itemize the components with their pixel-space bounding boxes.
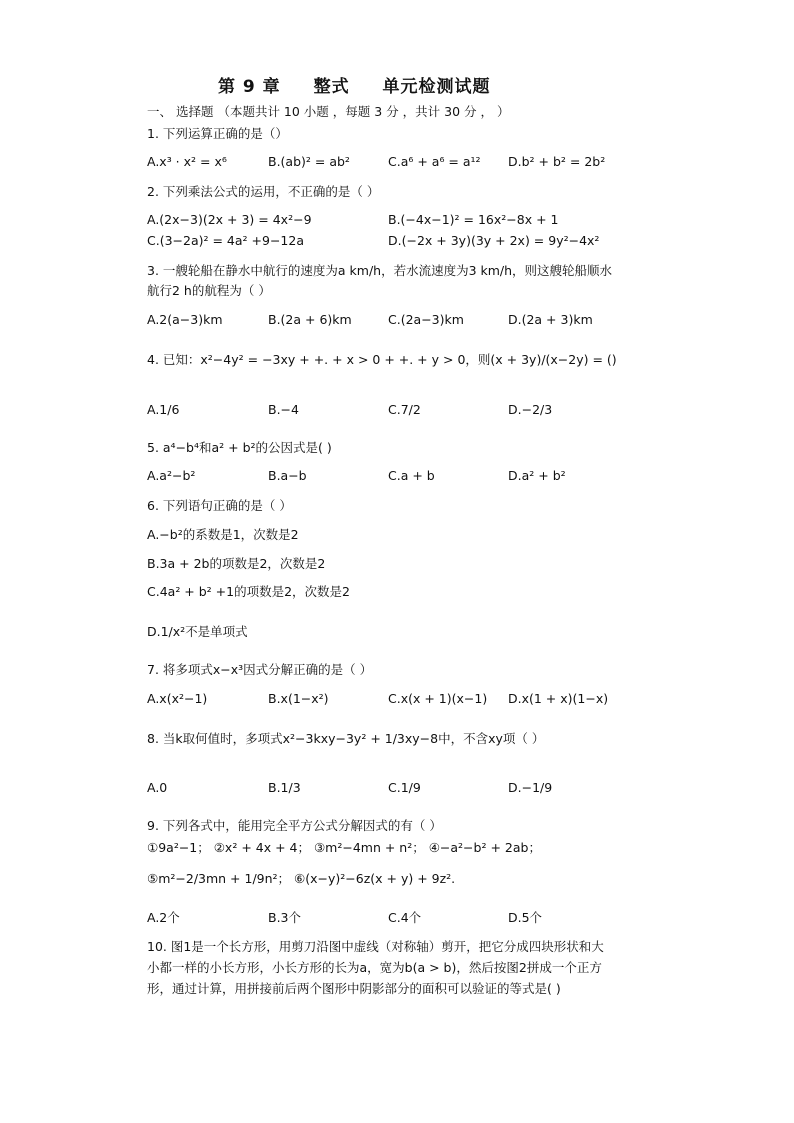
question-8-stem: 8. 当k取何值时，多项式x²−3kxy−3y² + 1/3xy−8中，不含xy项（ ） — [147, 731, 545, 746]
question-4-option-b: B.−4 — [268, 402, 299, 417]
question-6-option-a: A.−b²的系数是1，次数是2 — [147, 527, 299, 542]
question-2-stem: 2. 下列乘法公式的运用，不正确的是（ ） — [147, 184, 380, 199]
question-7-option-a: A.x(x²−1) — [147, 691, 208, 706]
question-9-option-d: D.5个 — [508, 910, 543, 925]
question-9-option-c: C.4个 — [388, 910, 422, 925]
topic-label: 整式 — [313, 77, 350, 97]
question-9-option-b: B.3个 — [268, 910, 302, 925]
question-8-option-c: C.1/9 — [388, 780, 421, 795]
page-title — [218, 72, 491, 97]
question-10-stem-line1: 10. 图1是一个长方形，用剪刀沿图中虚线（对称轴）剪开，把它分成四块形状和大 — [147, 939, 604, 954]
question-2-option-a: A.(2x−3)(2x + 3) = 4x²−9 — [147, 212, 312, 227]
question-6-option-b: B.3a + 2b的项数是2，次数是2 — [147, 556, 326, 571]
question-9-stem: 9. 下列各式中，能用完全平方公式分解因式的有（ ） — [147, 818, 442, 833]
question-10-stem-line3: 形，通过计算，用拼接前后两个图形中阴影部分的面积可以验证的等式是( ) — [147, 981, 561, 996]
question-5-option-c: C.a + b — [388, 468, 435, 483]
question-7-option-d: D.x(1 + x)(1−x) — [508, 691, 609, 706]
question-1-option-d: D.b² + b² = 2b² — [508, 154, 606, 169]
question-4-option-c: C.7/2 — [388, 402, 421, 417]
question-9-items-line2: ⑤m²−2/3mn + 1/9n²； ⑥(x−y)²−6z(x + y) + 9z². — [147, 871, 456, 886]
question-3-option-c: C.(2a−3)km — [388, 312, 464, 327]
question-5-option-d: D.a² + b² — [508, 468, 566, 483]
question-4-option-d: D.−2/3 — [508, 402, 553, 417]
question-2-option-b: B.(−4x−1)² = 16x²−8x + 1 — [388, 212, 559, 227]
question-3-option-d: D.(2a + 3)km — [508, 312, 593, 327]
question-4-stem: 4. 已知：x²−4y² = −3xy + +. + x > 0 + +. + y > 0，则(x + 3y)/(x−2y) = () — [147, 352, 617, 367]
test-label: 单元检测试题 — [382, 77, 491, 97]
section-heading: 一、 选择题 （本题共计 10 小题 ，每题 3 分 ，共计 30 分 ， ） — [147, 104, 510, 119]
question-3-option-a: A.2(a−3)km — [147, 312, 223, 327]
question-10-stem-line2: 小都一样的小长方形，小长方形的长为a，宽为b(a > b)，然后按图2拼成一个正方 — [147, 960, 602, 975]
question-3-option-b: B.(2a + 6)km — [268, 312, 352, 327]
question-8-option-b: B.1/3 — [268, 780, 301, 795]
chapter-label: 第 9 章 — [218, 77, 281, 97]
question-1-option-a: A.x³ · x² = x⁶ — [147, 154, 227, 169]
question-1-option-c: C.a⁶ + a⁶ = a¹² — [388, 154, 481, 169]
question-8-option-d: D.−1/9 — [508, 780, 553, 795]
question-7-option-b: B.x(1−x²) — [268, 691, 329, 706]
question-5-stem: 5. a⁴−b⁴和a² + b²的公因式是( ) — [147, 440, 332, 455]
question-7-option-c: C.x(x + 1)(x−1) — [388, 691, 488, 706]
question-3-stem-line2: 航行2 h的航程为（ ） — [147, 283, 271, 298]
question-1-stem: 1. 下列运算正确的是（） — [147, 126, 288, 141]
question-6-stem: 6. 下列语句正确的是（ ） — [147, 498, 292, 513]
question-4-option-a: A.1/6 — [147, 402, 180, 417]
question-2-option-c: C.(3−2a)² = 4a² +9−12a — [147, 233, 304, 248]
question-3-stem-line1: 3. 一艘轮船在静水中航行的速度为a km/h，若水流速度为3 km/h，则这艘轮船顺水 — [147, 263, 613, 278]
question-6-option-d: D.1/x²不是单项式 — [147, 624, 248, 639]
question-5-option-b: B.a−b — [268, 468, 307, 483]
question-9-option-a: A.2个 — [147, 910, 180, 925]
question-5-option-a: A.a²−b² — [147, 468, 196, 483]
question-1-option-b: B.(ab)² = ab² — [268, 154, 350, 169]
question-2-option-d: D.(−2x + 3y)(3y + 2x) = 9y²−4x² — [388, 233, 600, 248]
question-8-option-a: A.0 — [147, 780, 168, 795]
question-9-items-line1: ①9a²−1； ②x² + 4x + 4； ③m²−4mn + n²； ④−a²−b² + 2ab； — [147, 840, 541, 855]
question-6-option-c: C.4a² + b² +1的项数是2，次数是2 — [147, 584, 350, 599]
question-7-stem: 7. 将多项式x−x³因式分解正确的是（ ） — [147, 662, 373, 677]
